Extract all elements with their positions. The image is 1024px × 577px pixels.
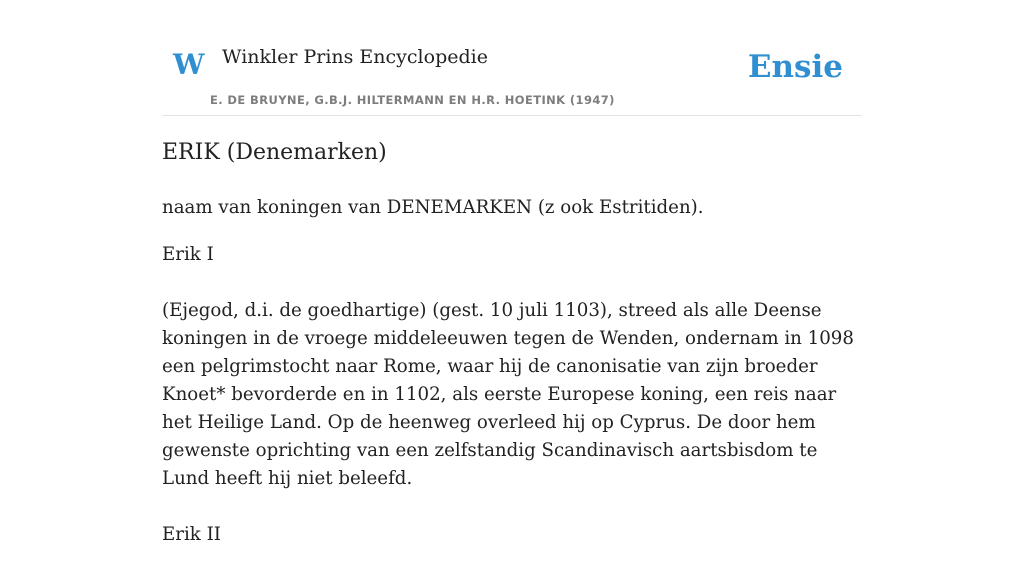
section-text-erik-i: (Ejegod, d.i. de goedhartige) (gest. 10 juli 1103), streed als alle Deense koningen in de vroege middeleeuwen tegen de Wenden, ondernam in 1098 een pelgrimstocht naar Rome, waar hij de canonisatie van zijn broeder Knoet* bevorderde en in 1102, als eerste Europese koning, een reis naar het Heilige Land. Op de heenweg overleed hij op Cyprus. De door hem gewenste oprichting van een zelfstandig Scandinavisch aartsbisdom te Lund heeft hij niet beleefd. [162,300,854,489]
article-body [162,194,862,577]
ensie-logo[interactable]: Ensie [747,49,843,85]
publication-logo[interactable]: W [173,48,205,81]
article-intro: naam van koningen van DENEMARKEN (z ook Estritiden). [162,197,704,218]
site-header [162,0,862,116]
section-heading-erik-ii: Erik II [162,524,221,545]
publication-title[interactable]: Winkler Prins Encyclopedie [222,46,488,68]
publication-authors: E. DE BRUYNE, G.B.J. HILTERMANN EN H.R. HOETINK (1947) [210,93,615,107]
page [162,0,862,545]
article-title: ERIK (Denemarken) [162,140,387,165]
section-heading-erik-i: Erik I [162,244,214,265]
